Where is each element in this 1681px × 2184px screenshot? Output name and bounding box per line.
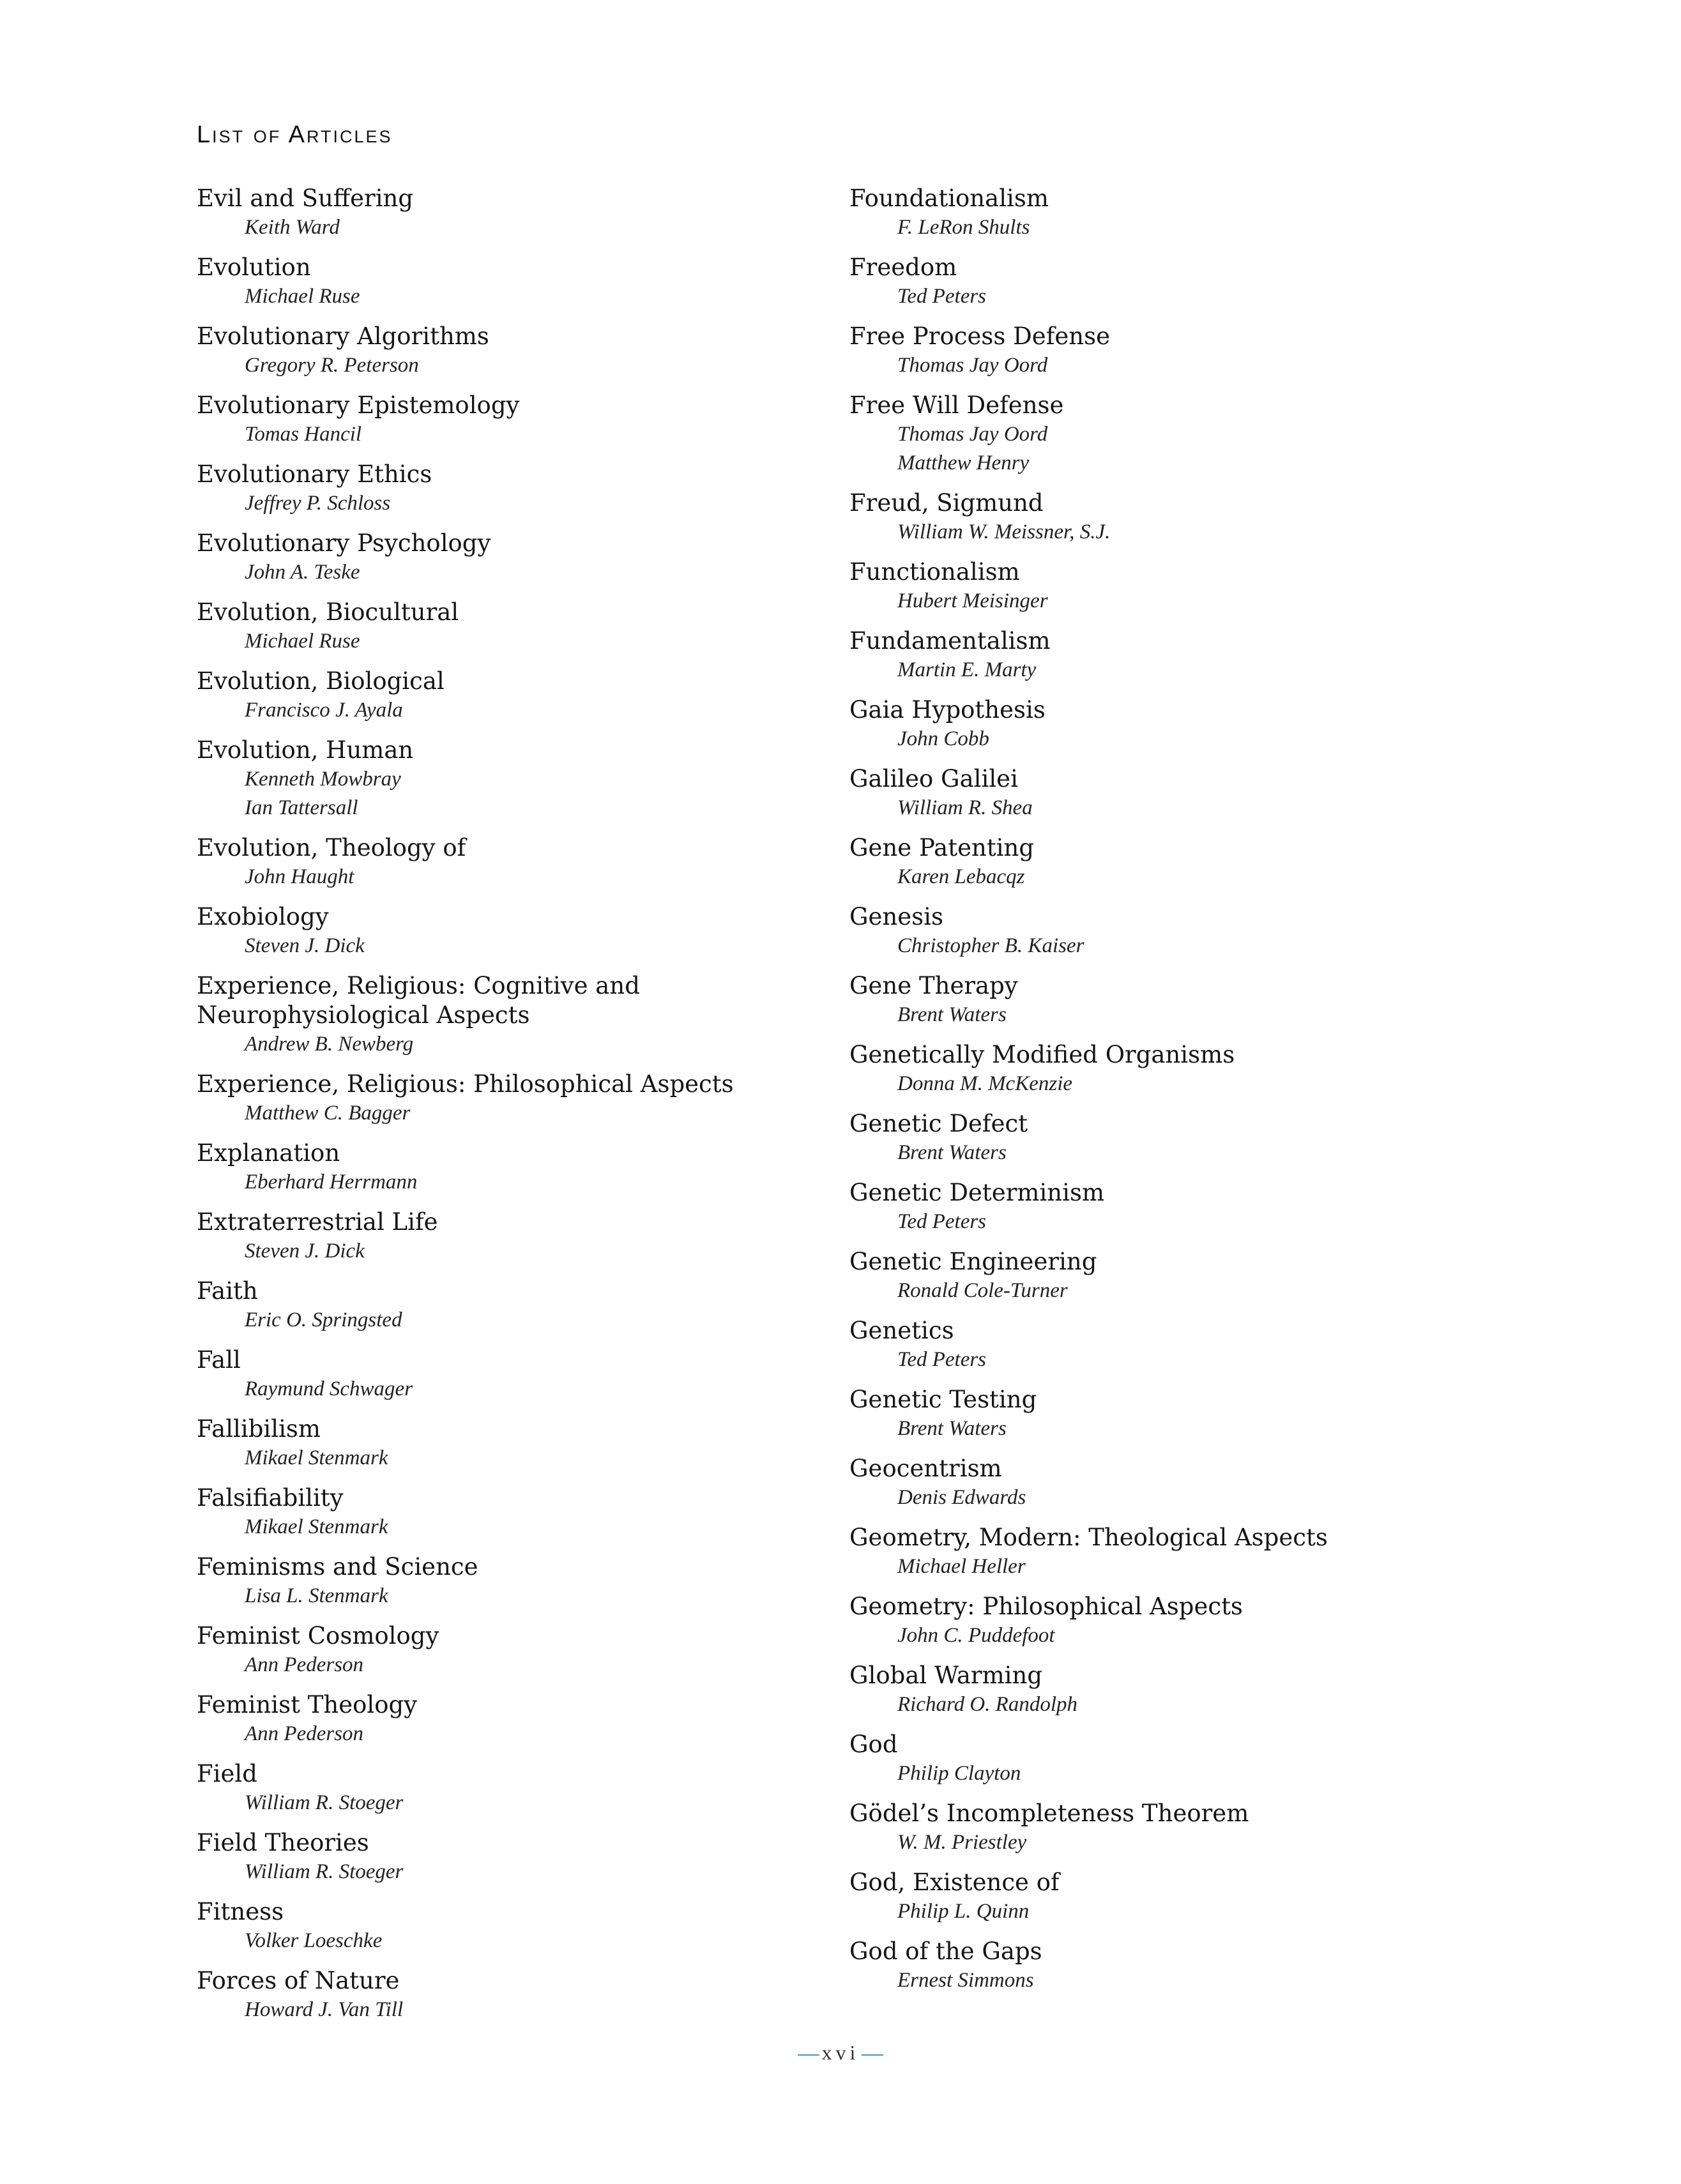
article-author: Lisa L. Stenmark: [245, 1584, 388, 1607]
article-entry: [197, 184, 835, 242]
article-entry: [849, 1316, 1488, 1374]
article-author: Michael Ruse: [245, 630, 360, 653]
article-title: Explanation: [197, 1139, 340, 1167]
article-entry: [849, 1454, 1488, 1512]
article-entry: [197, 971, 835, 1059]
article-entry: [849, 322, 1488, 380]
article-author: Donna M. McKenzie: [897, 1072, 1073, 1095]
article-title: Genetic Defect: [849, 1110, 1028, 1137]
article-title: Genetically Modified Organisms: [849, 1041, 1235, 1068]
article-title: Genetic Testing: [849, 1386, 1037, 1413]
article-title: Feminist Cosmology: [197, 1622, 439, 1649]
article-author: F. LeRon Shults: [897, 216, 1030, 239]
article-entry: [197, 1414, 835, 1473]
article-title: Field: [197, 1760, 257, 1787]
article-entry: [849, 489, 1488, 547]
article-author: Brent Waters: [897, 1417, 1007, 1440]
article-entry: [197, 1483, 835, 1542]
article-title: Evolutionary Psychology: [197, 529, 491, 557]
article-entry: [197, 1759, 835, 1817]
article-title: Genetics: [849, 1317, 954, 1344]
article-author: Richard O. Randolph: [897, 1693, 1077, 1716]
article-title: Evolutionary Algorithms: [197, 322, 489, 350]
article-title: Free Process Defense: [849, 322, 1110, 350]
folio-rule-left: [798, 2054, 819, 2056]
article-title: Gene Patenting: [849, 834, 1035, 861]
article-author: William R. Shea: [897, 796, 1033, 819]
article-title: Evolution, Biocultural: [197, 598, 459, 626]
article-author: William W. Meissner, S.J.: [897, 520, 1111, 543]
article-author: Mikael Stenmark: [245, 1515, 388, 1538]
article-entry: [849, 1730, 1488, 1788]
article-author: Philip Clayton: [897, 1762, 1021, 1785]
article-author: Jeffrey P. Schloss: [245, 492, 391, 515]
article-title: Free Will Defense: [849, 391, 1064, 419]
article-author: Matthew C. Bagger: [245, 1102, 411, 1125]
article-author: Volker Loeschke: [245, 1929, 383, 1952]
article-title: Genesis: [849, 903, 943, 930]
article-entry: [849, 1385, 1488, 1443]
right-column: [849, 184, 1488, 2006]
article-author: Eberhard Herrmann: [245, 1171, 418, 1194]
article-title: Field Theories: [197, 1829, 369, 1856]
article-author: Michael Ruse: [245, 285, 360, 308]
article-author: Mikael Stenmark: [245, 1446, 388, 1469]
page-heading: List of Articles: [197, 121, 393, 148]
article-title: Evil and Suffering: [197, 185, 414, 212]
article-title: Geocentrism: [849, 1455, 1002, 1482]
article-title: Evolutionary Ethics: [197, 460, 432, 488]
article-title: God of the Gaps: [849, 1938, 1042, 1965]
article-author: Brent Waters: [897, 1003, 1007, 1026]
article-author: Thomas Jay Oord: [897, 423, 1048, 446]
article-author: Philip L. Quinn: [897, 1900, 1030, 1923]
article-entry: [849, 1799, 1488, 1857]
article-title: Genetic Engineering: [849, 1248, 1097, 1275]
article-entry: [849, 1040, 1488, 1098]
article-entry: [197, 1139, 835, 1197]
article-title: Gaia Hypothesis: [849, 696, 1046, 724]
article-entry: [849, 695, 1488, 754]
article-entry: [849, 971, 1488, 1029]
article-title: Evolution: [197, 254, 311, 281]
article-entry: [197, 253, 835, 311]
article-title: Falsifiability: [197, 1484, 344, 1512]
article-author: Ted Peters: [897, 285, 987, 308]
folio-number: xvi: [821, 2041, 860, 2064]
article-author: William R. Stoeger: [245, 1791, 404, 1814]
article-title: Galileo Galilei: [849, 765, 1018, 792]
article-entry: [849, 1868, 1488, 1926]
article-title: Experience, Religious: Philosophical Aspects: [197, 1070, 734, 1098]
article-title: Fallibilism: [197, 1415, 321, 1443]
article-entry: [197, 1277, 835, 1335]
article-title: Gene Therapy: [849, 972, 1018, 999]
article-title: Fall: [197, 1346, 241, 1374]
article-entry: [849, 833, 1488, 891]
article-entry: [849, 391, 1488, 478]
article-entry: [197, 322, 835, 380]
article-author: Christopher B. Kaiser: [897, 934, 1084, 957]
article-entry: [197, 598, 835, 656]
article-title: Geometry, Modern: Theological Aspects: [849, 1524, 1328, 1551]
article-title: Extraterrestrial Life: [197, 1208, 438, 1236]
article-entry: [849, 902, 1488, 960]
article-author: Karen Lebacqz: [897, 865, 1025, 888]
article-entry: [197, 736, 835, 823]
article-author: Kenneth Mowbray: [245, 768, 401, 791]
article-author: John Haught: [245, 865, 354, 888]
article-entry: [197, 1346, 835, 1404]
article-entry: [197, 460, 835, 518]
article-author: John A. Teske: [245, 561, 360, 584]
article-title: Faith: [197, 1277, 258, 1305]
article-title: Evolution, Biological: [197, 667, 445, 695]
article-title: Fundamentalism: [849, 627, 1051, 655]
article-title: Exobiology: [197, 903, 329, 930]
article-entry: [197, 1897, 835, 1955]
article-entry: [849, 764, 1488, 823]
article-title: Feminisms and Science: [197, 1553, 478, 1581]
article-entry: [197, 1208, 835, 1266]
article-title: Fitness: [197, 1898, 284, 1925]
article-title: Freedom: [849, 254, 957, 281]
article-author: William R. Stoeger: [245, 1860, 404, 1883]
article-title: Feminist Theology: [197, 1691, 418, 1718]
article-title: Global Warming: [849, 1662, 1042, 1689]
article-author: Steven J. Dick: [245, 934, 365, 957]
article-title: Gödel’s Incompleteness Theorem: [849, 1800, 1249, 1827]
article-author: Ann Pederson: [245, 1722, 364, 1745]
article-title: Genetic Determinism: [849, 1179, 1105, 1206]
article-entry: [849, 557, 1488, 616]
article-author: Ted Peters: [897, 1348, 987, 1371]
article-entry: [849, 626, 1488, 685]
page-number: [0, 2041, 1681, 2065]
article-author: Howard J. Van Till: [245, 1998, 404, 2021]
article-author: Steven J. Dick: [245, 1240, 365, 1263]
article-entry: [849, 1109, 1488, 1167]
article-author: Denis Edwards: [897, 1486, 1026, 1509]
article-entry: [849, 1178, 1488, 1236]
article-entry: [197, 1552, 835, 1611]
article-author: John C. Puddefoot: [897, 1624, 1055, 1647]
article-entry: [197, 1828, 835, 1886]
article-title: Freud, Sigmund: [849, 489, 1044, 517]
article-entry: [197, 391, 835, 449]
article-author: Martin E. Marty: [897, 658, 1037, 681]
article-title: Foundationalism: [849, 185, 1049, 212]
article-entry: [197, 1690, 835, 1748]
article-author: Raymund Schwager: [245, 1377, 413, 1400]
article-title: Geometry: Philosophical Aspects: [849, 1593, 1243, 1620]
article-author: Gregory R. Peterson: [245, 354, 419, 377]
article-entry: [849, 1661, 1488, 1719]
article-title: Experience, Religious: Cognitive and Neurophysiological Aspects: [197, 972, 640, 1029]
article-entry: [849, 253, 1488, 311]
article-entry: [849, 1937, 1488, 1995]
left-column: [197, 184, 835, 2035]
article-title: Evolution, Theology of: [197, 834, 466, 861]
article-title: Evolutionary Epistemology: [197, 391, 520, 419]
article-title: Functionalism: [849, 558, 1020, 586]
article-author: Andrew B. Newberg: [245, 1033, 414, 1056]
article-entry: [197, 1070, 835, 1128]
article-author: Brent Waters: [897, 1141, 1007, 1164]
article-entry: [849, 184, 1488, 242]
article-entry: [197, 833, 835, 891]
article-author: John Cobb: [897, 727, 989, 750]
article-author: Eric O. Springsted: [245, 1308, 402, 1331]
article-entry: [197, 1966, 835, 2024]
article-title: Evolution, Human: [197, 736, 414, 764]
article-author: Hubert Meisinger: [897, 589, 1048, 612]
article-entry: [849, 1592, 1488, 1650]
article-title: Forces of Nature: [197, 1967, 400, 1994]
article-author: Ann Pederson: [245, 1653, 364, 1676]
article-entry: [849, 1523, 1488, 1581]
article-author: Thomas Jay Oord: [897, 354, 1048, 377]
article-author: Francisco J. Ayala: [245, 699, 403, 722]
article-entry: [197, 667, 835, 725]
article-author: Ronald Cole-Turner: [897, 1279, 1068, 1302]
article-title: God, Existence of: [849, 1869, 1060, 1896]
article-author: Tomas Hancil: [245, 423, 362, 446]
article-author: Ian Tattersall: [245, 796, 358, 819]
article-author: W. M. Priestley: [897, 1831, 1027, 1854]
article-entry: [197, 529, 835, 587]
article-entry: [197, 902, 835, 960]
article-entry: [849, 1247, 1488, 1305]
article-entry: [197, 1621, 835, 1680]
folio-rule-right: [862, 2054, 883, 2056]
article-author: Keith Ward: [245, 216, 340, 239]
article-author: Ted Peters: [897, 1210, 987, 1233]
article-author: Matthew Henry: [897, 451, 1030, 474]
article-author: Michael Heller: [897, 1555, 1026, 1578]
article-title: God: [849, 1731, 898, 1758]
article-author: Ernest Simmons: [897, 1969, 1034, 1992]
